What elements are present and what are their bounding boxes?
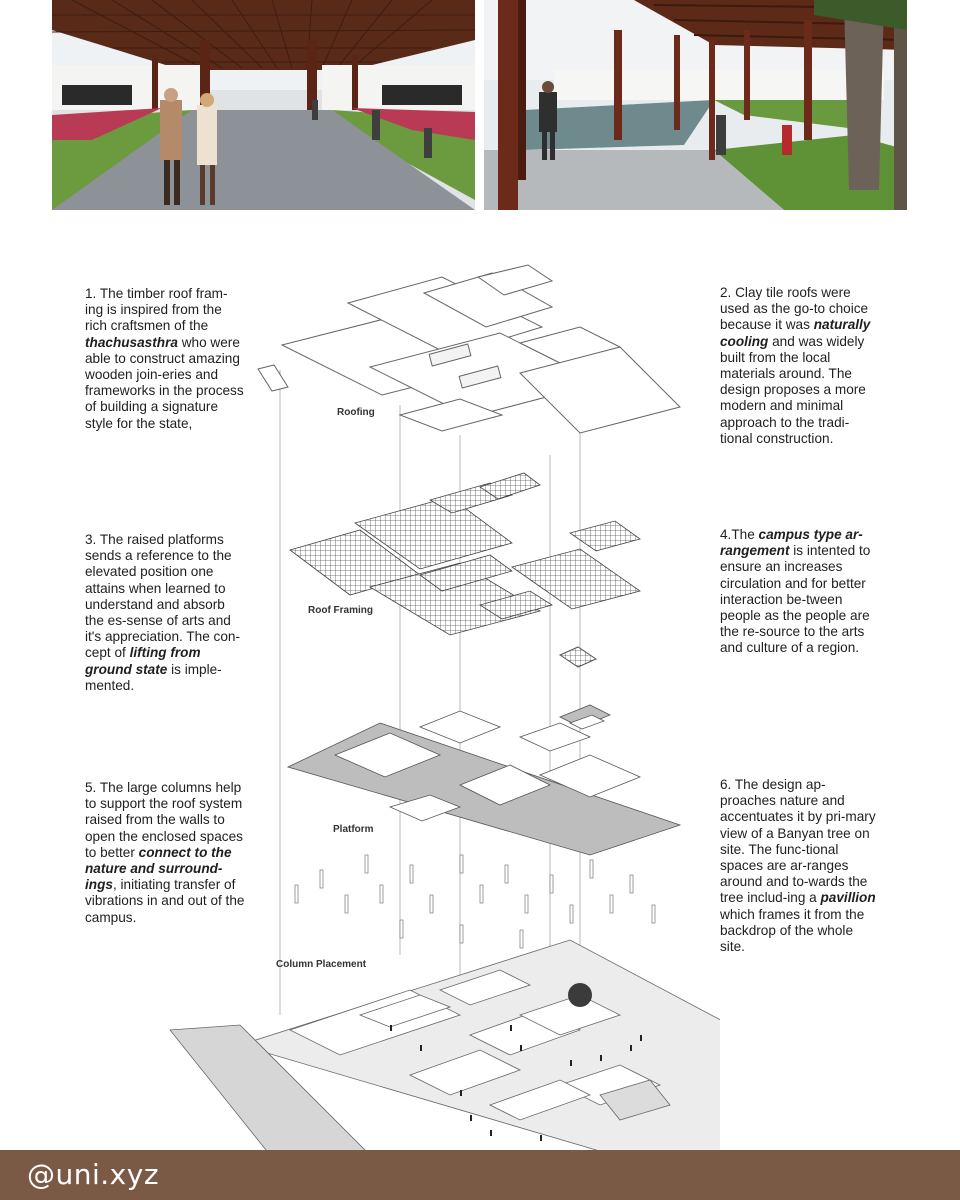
label-roof-framing: Roof Framing xyxy=(308,605,373,616)
note-5-emphasis: connect to the nature and surround-ings xyxy=(85,844,232,893)
note-1-emphasis: thachusasthra xyxy=(85,334,178,350)
note-6-text: 6. The design ap-proaches nature and accentuates it by pri-mary view of a Banyan tree on site. The func-tional spaces are ar-ranges around and to-wards the tree includ-ing a xyxy=(720,777,876,906)
banyan-tree-icon xyxy=(568,983,592,1007)
note-timber-roof-framing xyxy=(85,286,245,432)
note-4-text-end: is intented to ensure an increases circulation and for better interaction be-tween people as the people are the re-source to the arts and culture of a region. xyxy=(720,543,871,656)
label-roofing: Roofing xyxy=(337,407,375,418)
note-1-text-end: who were able to construct amazing wooden join-eries and frameworks in the process of building a signature style for the state, xyxy=(85,334,244,431)
note-2-text-end: and was widely built from the local materials around. The design proposes a more modern and minimal approach to the tradi-tional construction. xyxy=(720,333,866,446)
note-3-emphasis: lifting from ground state xyxy=(85,645,201,677)
render-image-pool-courtyard xyxy=(484,0,907,210)
note-6-emphasis: pavillion xyxy=(820,890,876,906)
footer-handle[interactable]: @uni.xyz xyxy=(27,1158,160,1191)
note-raised-platforms xyxy=(85,532,245,694)
note-5-text: 5. The large columns help to support the roof system raised from the walls to open the enclosed spaces to better xyxy=(85,780,243,860)
render-image-courtyard-walkway xyxy=(52,0,475,210)
note-3-text-end: is imple-mented. xyxy=(85,661,222,693)
note-1-text: 1. The timber roof fram-ing is inspired from the rich craftsmen of the xyxy=(85,286,228,334)
column-placement-layer xyxy=(295,855,655,948)
note-3-text: 3. The raised platforms sends a reference to the elevated position one attains when learned to understand and absorb the es-sense of arts and it's appreciation. The con-cept of xyxy=(85,532,240,661)
note-2-emphasis: naturally cooling xyxy=(720,317,871,349)
note-5-text-end: , initiating transfer of vibrations in and out of the campus. xyxy=(85,877,245,925)
roofing-layer xyxy=(258,265,680,433)
site-plan-base xyxy=(170,940,720,1155)
label-column-placement: Column Placement xyxy=(276,959,367,970)
note-6-text-end: which frames it from the backdrop of the whole site. xyxy=(720,906,865,955)
note-4-text: 4.The xyxy=(720,527,759,542)
note-large-columns xyxy=(85,780,245,926)
note-2-text: 2. Clay tile roofs were used as the go-to choice because it was xyxy=(720,285,869,333)
note-banyan-tree xyxy=(720,777,880,955)
note-campus-arrangement xyxy=(720,527,880,657)
note-4-emphasis: campus type ar-rangement xyxy=(720,527,863,559)
label-platform: Platform xyxy=(333,824,374,835)
footer-bar xyxy=(0,1150,960,1200)
pavilion-frame xyxy=(560,647,596,667)
note-clay-tile-roofs xyxy=(720,285,880,447)
